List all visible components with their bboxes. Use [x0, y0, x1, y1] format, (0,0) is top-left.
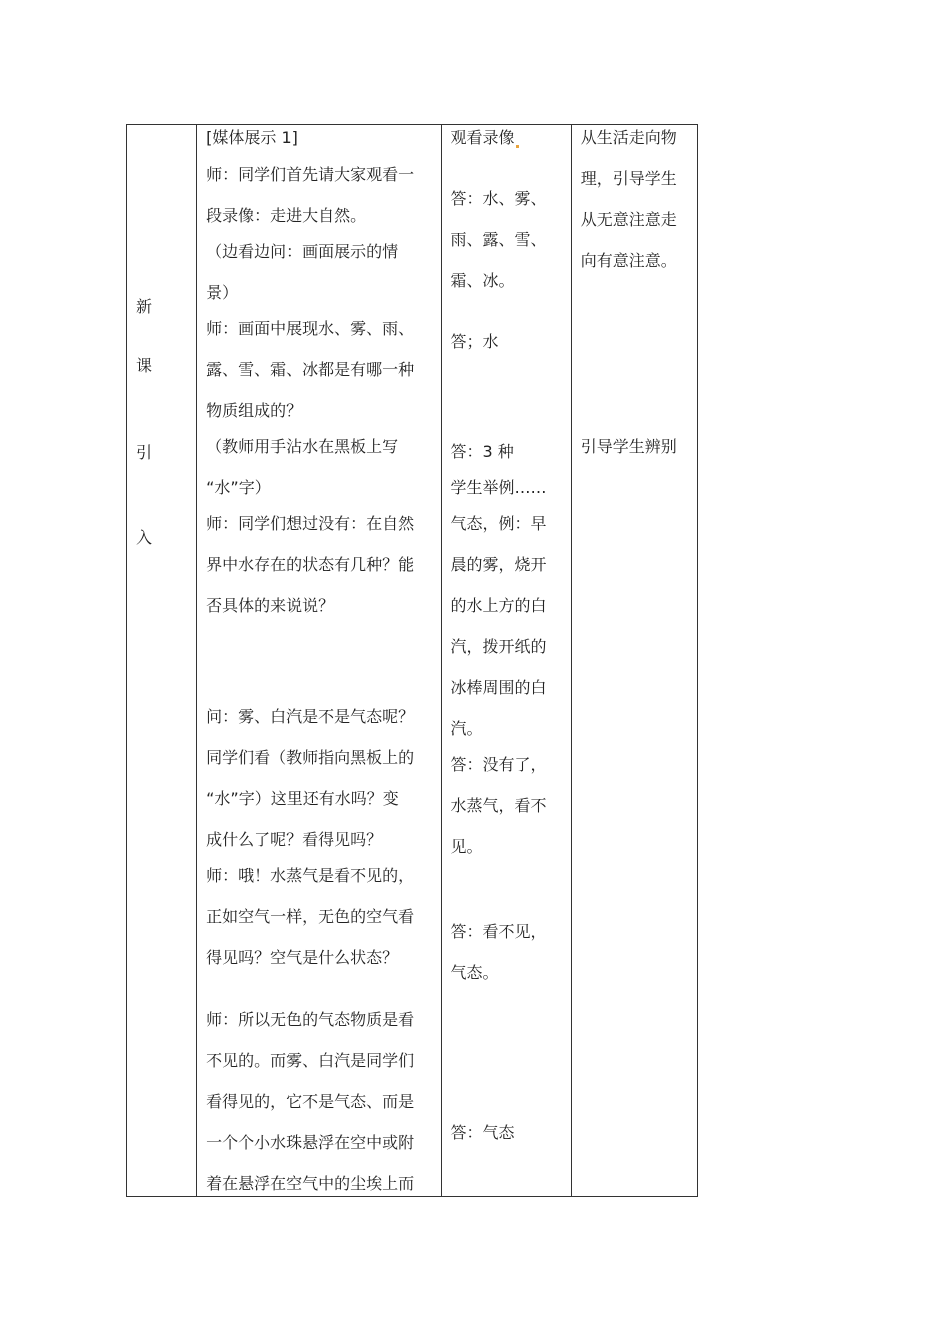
teacher-line: 成什么了呢？看得见吗？: [206, 830, 383, 849]
teacher-activity-cell: [197, 125, 441, 1197]
student-line: 学生举例……: [450, 478, 547, 497]
student-line: 气态。: [450, 963, 499, 982]
teacher-line: 得见吗？空气是什么状态？: [206, 948, 399, 967]
teacher-line: 不见的。而雾、白汽是同学们: [206, 1051, 415, 1070]
student-line: 见。: [450, 837, 483, 856]
teacher-line: （边看边问：画面展示的情: [206, 242, 399, 261]
student-line: 汽，拨开纸的: [450, 637, 547, 656]
student-line: 水蒸气，看不: [450, 796, 547, 815]
student-activity-cell: [441, 125, 571, 1197]
teacher-line: 物质组成的？: [206, 401, 303, 420]
student-line: 答：气态: [450, 1123, 515, 1142]
student-line: 晨的雾，烧开: [450, 555, 547, 574]
stage-char: 课: [136, 356, 153, 375]
intent-line: 从生活走向物: [580, 128, 677, 147]
stage-char: 引: [136, 443, 153, 462]
teacher-line: 否具体的来说说？: [206, 596, 335, 615]
cursor-mark-icon: [516, 145, 519, 148]
student-line: 答：3 种: [450, 442, 514, 461]
teacher-line: “水”字）这里还有水吗？变: [206, 789, 399, 808]
student-line: 汽。: [450, 719, 483, 738]
student-line: 答：水、雾、: [450, 189, 547, 208]
teacher-line: 露、雪、霜、冰都是有哪一种: [206, 360, 415, 379]
stage-cell: [127, 125, 197, 1197]
intent-line: 从无意注意走: [580, 210, 677, 229]
intent-line: 理，引导学生: [580, 169, 677, 188]
intent-line: 引导学生辨别: [580, 437, 677, 456]
teacher-line: 看得见的，它不是气态、而是: [206, 1092, 415, 1111]
student-line: 答；水: [450, 332, 499, 351]
lesson-plan-table: [126, 124, 698, 1197]
teacher-line: [媒体展示 1]: [206, 128, 298, 147]
teacher-line: 景）: [206, 283, 239, 302]
student-line-text: 观看录像: [450, 128, 515, 147]
teacher-line: （教师用手沾水在黑板上写: [206, 437, 399, 456]
student-line: 答：没有了，: [450, 755, 547, 774]
student-line: 气态，例：早: [450, 514, 547, 533]
teacher-line: 师：画面中展现水、雾、雨、: [206, 319, 415, 338]
teacher-line: 段录像：走进大自然。: [206, 206, 367, 225]
teacher-line: 师：同学们想过没有：在自然: [206, 514, 415, 533]
student-line: 霜、冰。: [450, 271, 515, 290]
stage-char: 新: [136, 297, 153, 316]
stage-char: 入: [136, 528, 153, 547]
student-line: 冰棒周围的白: [450, 678, 547, 697]
teacher-line: “水”字）: [206, 478, 271, 497]
table-row: [127, 125, 698, 1197]
teacher-line: 正如空气一样，无色的空气看: [206, 907, 415, 926]
teacher-line: 同学们看（教师指向黑板上的: [206, 748, 415, 767]
student-line: 雨、露、雪、: [450, 230, 547, 249]
teacher-line: 着在悬浮在空气中的尘埃上而: [206, 1174, 415, 1193]
teacher-line: 师：同学们首先请大家观看一: [206, 165, 415, 184]
teacher-line: 问：雾、白汽是不是气态呢？: [206, 707, 415, 726]
student-line: [451, 128, 519, 148]
student-line: 的水上方的白: [450, 596, 547, 615]
teacher-line: 一个个小水珠悬浮在空中或附: [206, 1133, 415, 1152]
intent-line: 向有意注意。: [580, 251, 677, 270]
teacher-line: 师：哦！水蒸气是看不见的，: [206, 866, 415, 885]
teacher-line: 师：所以无色的气态物质是看: [206, 1010, 415, 1029]
teacher-line: 界中水存在的状态有几种？能: [206, 555, 415, 574]
student-line: 答：看不见，: [450, 922, 547, 941]
design-intent-cell: [571, 125, 697, 1197]
